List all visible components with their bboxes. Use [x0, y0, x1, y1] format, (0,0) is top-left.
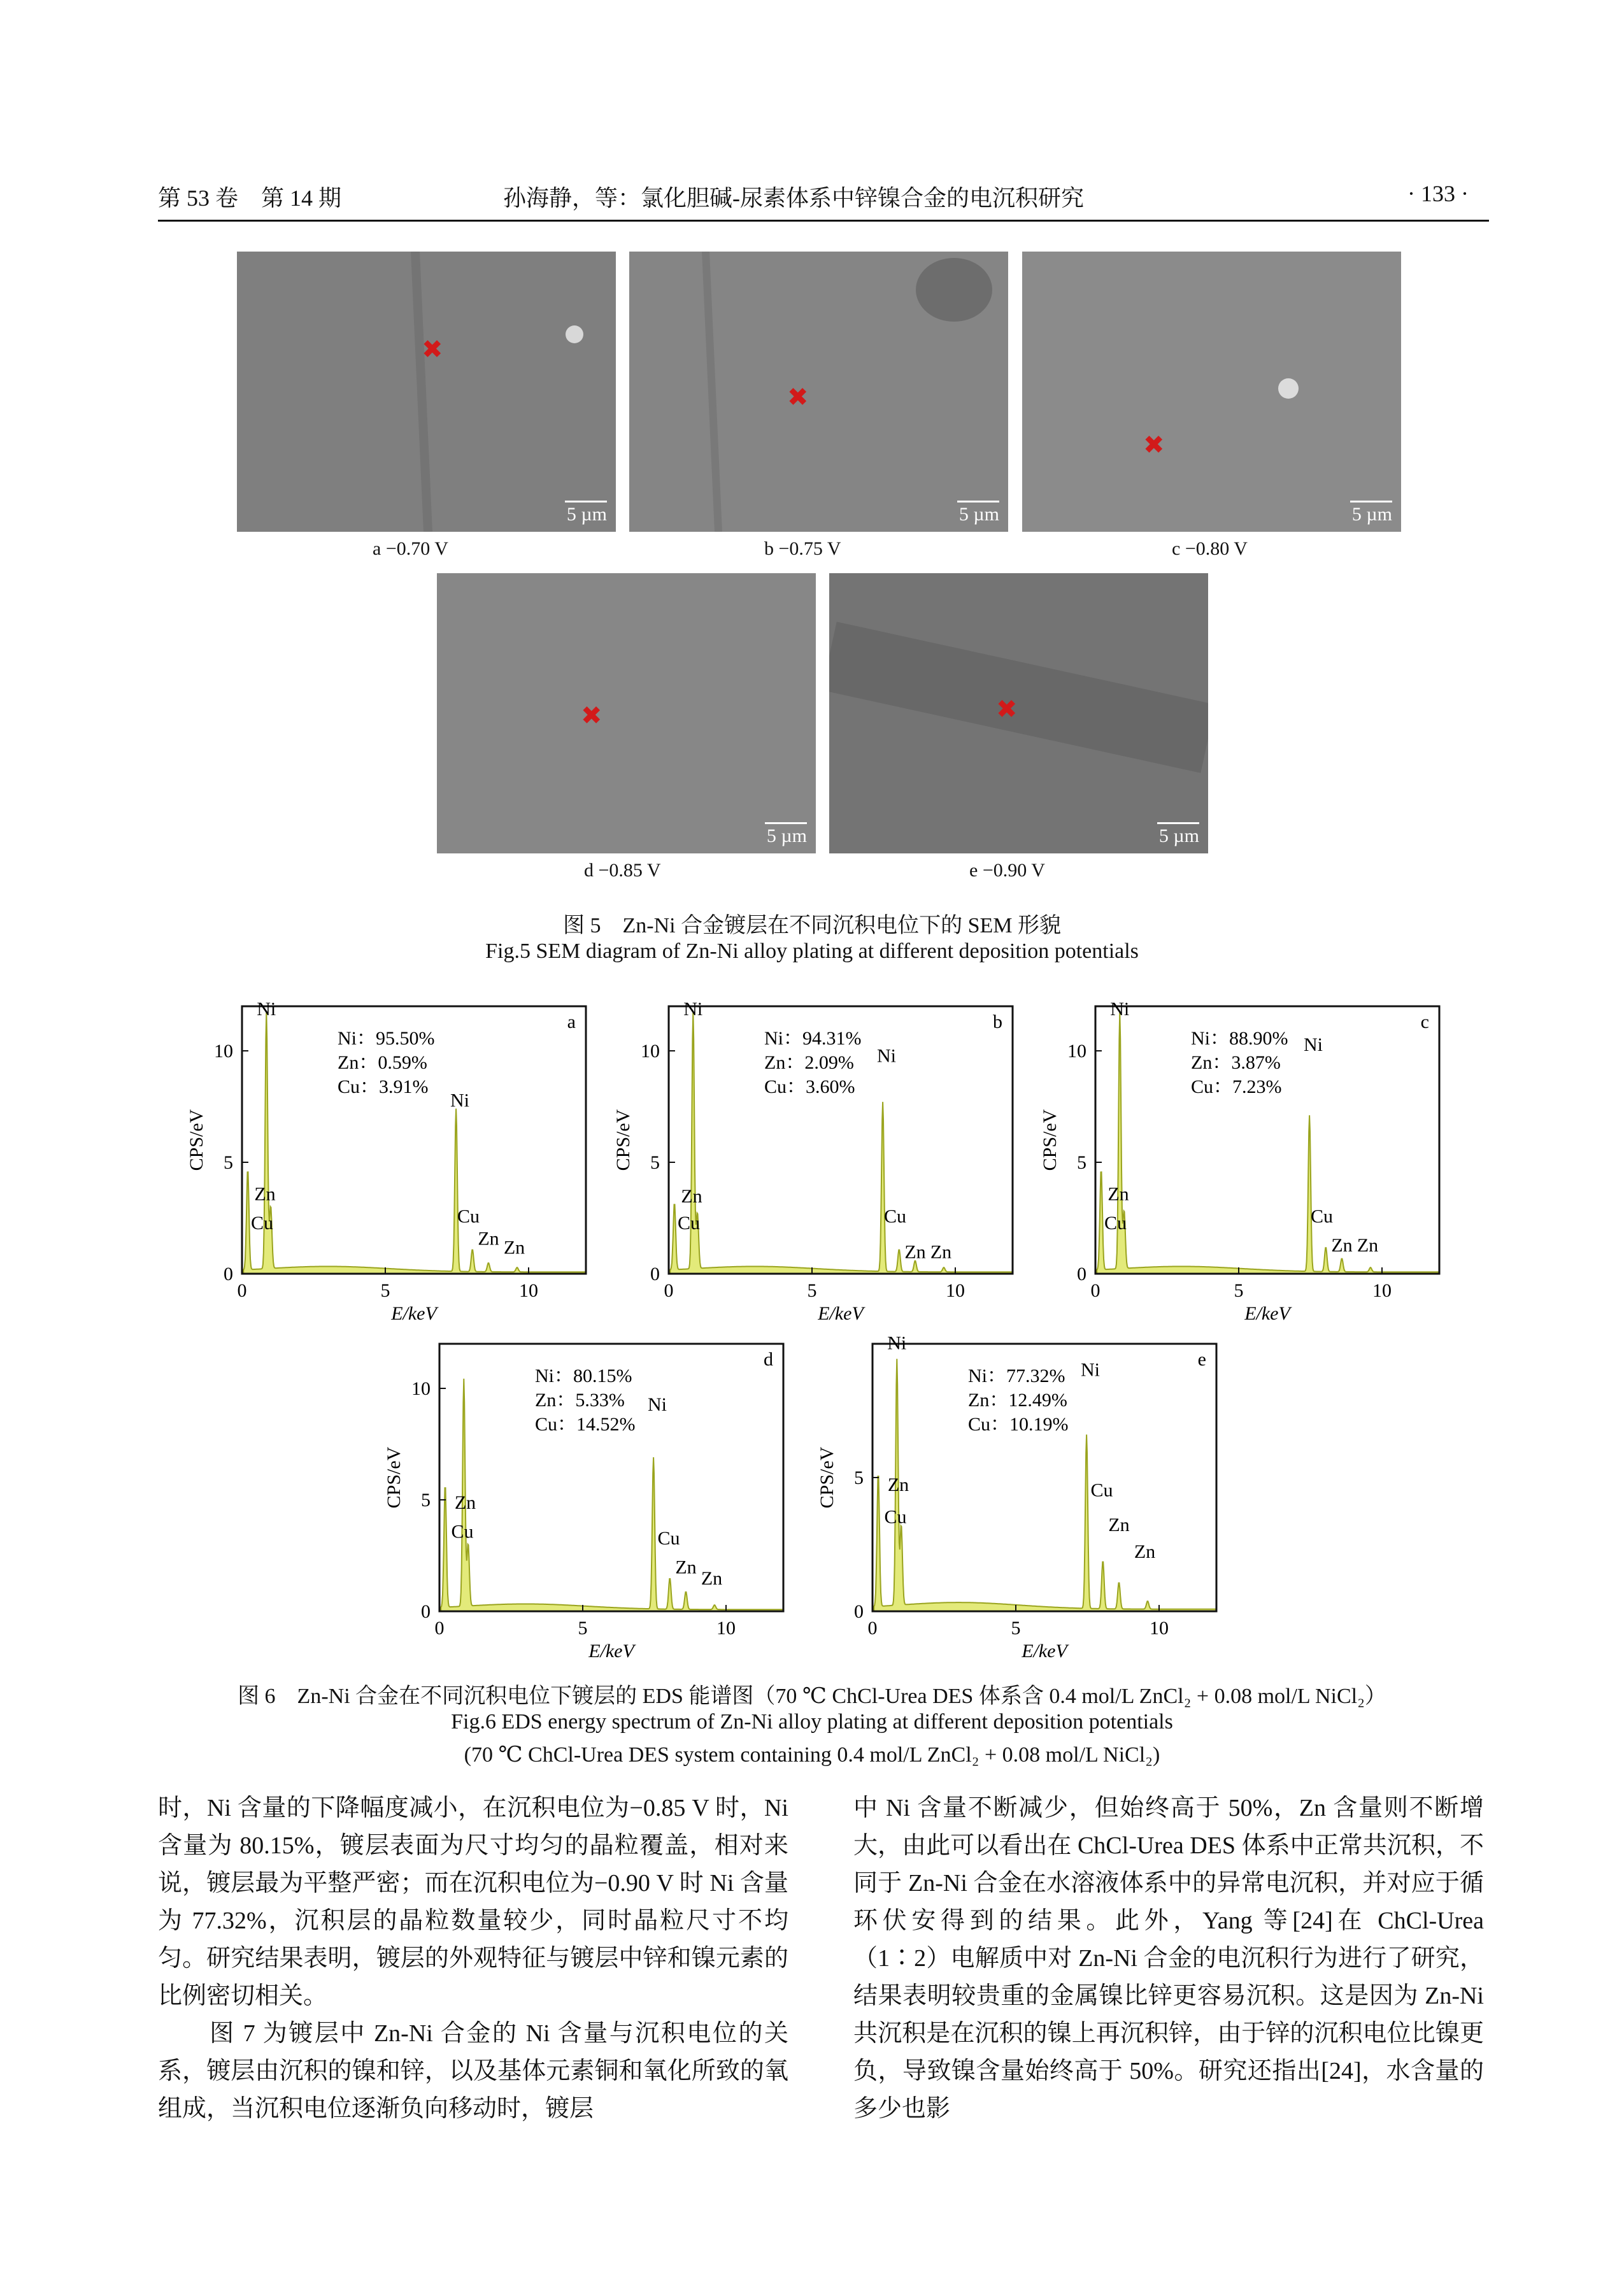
analysis-point-marker: ✖	[422, 335, 443, 364]
peak-label: Ni	[1110, 999, 1130, 1020]
y-tick-label: 5	[650, 1152, 660, 1173]
peak-label: Zn	[904, 1241, 926, 1263]
peak-label: Zn	[675, 1557, 697, 1578]
x-tick-label: 0	[434, 1618, 445, 1639]
peak-label: Ni	[683, 999, 703, 1020]
fig5-caption-zh: 图 5 Zn-Ni 合金镀层在不同沉积电位下的 SEM 形貌	[563, 914, 1061, 937]
journal-volume-issue: 第 53 卷 第 14 期	[158, 185, 342, 211]
x-tick-label: 5	[807, 1280, 817, 1301]
peak-label: Zn	[1357, 1235, 1379, 1256]
paragraph: 中 Ni 含量不断减少，但始终高于 50%，Zn 含量则不断增大，由此可以看出在 ChCl-Urea DES 体系中正常共沉积，不同于 Zn-Ni 合金在水溶液体系中的异常电沉积，并对应于循环伏安得到的结果。此外，Yang 等[24]在 ChCl-Urea（1∶2）电解质中对 Zn-Ni 合金的电沉积行为进行了研究，结果表明较贵重的金属镍比锌更容易沉积。这是因为 Zn-Ni 共沉积是在沉积的镍上再沉积锌，由于锌的沉积电位比镍更负，导致镍含量始终高于 50%。研究还指出[24]，水含量的多少也影	[853, 1795, 1484, 2122]
composition-label: Ni：94.31%	[764, 1028, 862, 1049]
sem-texture	[829, 573, 1208, 853]
peak-label: Zn	[1331, 1235, 1353, 1256]
eds-chart-b	[599, 994, 1032, 1325]
sem-image-a	[237, 252, 616, 532]
y-tick-label: 0	[650, 1264, 660, 1285]
body-left-column	[158, 1790, 788, 2128]
y-axis-label: CPS/eV	[816, 1446, 837, 1509]
paragraph: 图 7 为镀层中 Zn-Ni 合金的 Ni 含量与沉积电位的关系，镀层由沉积的镍和锌，以及基体元素铜和氧化所致的氧组成，当沉积电位逐渐负向移动时，镀层	[158, 2020, 788, 2122]
y-axis-label: CPS/eV	[1039, 1109, 1060, 1171]
scale-bar	[765, 822, 807, 824]
x-tick-label: 10	[946, 1280, 965, 1301]
peak-label: Zn	[681, 1186, 702, 1207]
peak-label: Zn	[454, 1492, 476, 1513]
y-tick-label: 10	[411, 1378, 431, 1399]
sem-caption-e: e −0.90 V	[969, 860, 1045, 881]
x-tick-label: 5	[1234, 1280, 1244, 1301]
composition-label: Cu：14.52%	[535, 1414, 636, 1435]
sem-image-c	[1022, 252, 1401, 532]
peak-label: Zn	[1108, 1514, 1130, 1535]
eds-chart-e	[802, 1331, 1236, 1662]
scale-bar	[1350, 501, 1392, 502]
x-tick-label: 0	[237, 1280, 247, 1301]
composition-label: Cu：10.19%	[968, 1414, 1069, 1435]
x-tick-label: 10	[1372, 1280, 1392, 1301]
y-tick-label: 0	[421, 1601, 431, 1622]
spectrum-curve	[243, 1012, 586, 1274]
panel-letter: b	[993, 1011, 1002, 1032]
peak-label: Cu	[883, 1206, 907, 1227]
x-tick-label: 10	[519, 1280, 538, 1301]
x-tick-label: 0	[664, 1280, 674, 1301]
scale-label: 5 µm	[1351, 504, 1392, 525]
scale-label: 5 µm	[766, 825, 807, 846]
y-tick-label: 10	[641, 1041, 660, 1062]
composition-label: Zn：3.87%	[1191, 1052, 1281, 1073]
fig5-caption-en: Fig.5 SEM diagram of Zn-Ni alloy plating at different deposition potentials	[485, 939, 1139, 963]
x-tick-label: 0	[1090, 1280, 1100, 1301]
x-tick-label: 10	[1150, 1618, 1169, 1639]
sem-image-d	[437, 573, 816, 853]
running-title: 孙海静，等：氯化胆碱-尿素体系中锌镍合金的电沉积研究	[503, 185, 1084, 211]
sem-image-b	[629, 252, 1008, 532]
peak-label: Cu	[1090, 1479, 1113, 1501]
sem-texture	[237, 252, 616, 532]
composition-label: Ni：80.15%	[535, 1365, 632, 1386]
y-axis-label: CPS/eV	[613, 1109, 634, 1171]
fig6-caption-zh: 图 6 Zn-Ni 合金在不同沉积电位下镀层的 EDS 能谱图（70 ℃ ChCl-Urea DES 体系含 0.4 mol/L ZnCl₂ + 0.08 mol/L NiCl₂）	[238, 1685, 1386, 1708]
x-axis-label: E/keV	[1244, 1303, 1290, 1324]
analysis-point-marker: ✖	[787, 383, 809, 411]
peak-label: Ni	[877, 1045, 896, 1067]
sem-caption-a: a −0.70 V	[373, 538, 448, 559]
composition-label: Cu：7.23%	[1191, 1076, 1282, 1097]
composition-label: Ni：95.50%	[338, 1028, 435, 1049]
peak-label: Cu	[457, 1206, 480, 1227]
scale-label: 5 µm	[566, 504, 607, 525]
composition-label: Zn：2.09%	[764, 1052, 854, 1073]
eds-chart-a	[172, 994, 605, 1325]
sem-image-e	[829, 573, 1208, 853]
peak-label: Zn	[503, 1237, 525, 1258]
peak-label: Ni	[450, 1090, 469, 1111]
x-axis-label: E/keV	[818, 1303, 864, 1324]
panel-letter: c	[1420, 1011, 1429, 1032]
x-tick-label: 5	[380, 1280, 390, 1301]
scale-label: 5 µm	[1158, 825, 1199, 846]
y-tick-label: 5	[1077, 1152, 1086, 1173]
peak-label: Ni	[648, 1394, 667, 1415]
y-tick-label: 0	[224, 1264, 233, 1285]
peak-label: Cu	[1104, 1213, 1127, 1234]
sem-texture	[629, 252, 1008, 532]
analysis-point-marker: ✖	[996, 695, 1018, 723]
composition-label: Cu：3.60%	[764, 1076, 855, 1097]
scale-bar	[1157, 822, 1199, 824]
scale-bar	[565, 501, 607, 502]
x-axis-label: E/keV	[1022, 1641, 1067, 1662]
y-tick-label: 0	[1077, 1264, 1086, 1285]
y-tick-label: 10	[1067, 1041, 1086, 1062]
paragraph: 时，Ni 含量的下降幅度减小，在沉积电位为−0.85 V 时，Ni 含量为 80.15%，镀层表面为尺寸均匀的晶粒覆盖，相对来说，镀层最为平整严密；而在沉积电位为−0.90 V 时 Ni 含量为 77.32%，沉积层的晶粒数量较少，同时晶粒尺寸不均匀。研究结果表明，镀层的外观特征与镀层中锌和镍元素的比例密切相关。	[158, 1795, 788, 2009]
y-tick-label: 10	[214, 1041, 233, 1062]
spectrum-curve	[1097, 1012, 1439, 1274]
panel-letter: a	[567, 1011, 576, 1032]
composition-label: Zn：5.33%	[535, 1390, 625, 1411]
analysis-point-marker: ✖	[1143, 431, 1165, 459]
peak-label: Cu	[677, 1213, 701, 1234]
composition-label: Zn：12.49%	[968, 1390, 1067, 1411]
page-number: · 133 ·	[1407, 181, 1469, 206]
x-axis-label: E/keV	[391, 1303, 437, 1324]
x-tick-label: 0	[867, 1618, 878, 1639]
panel-letter: d	[764, 1349, 773, 1370]
peak-label: Ni	[257, 999, 276, 1020]
fig6-caption-en-1: Fig.6 EDS energy spectrum of Zn-Ni alloy plating at different deposition potentials	[451, 1710, 1173, 1734]
peak-label: Zn	[478, 1228, 499, 1250]
sem-texture	[1022, 252, 1401, 532]
peak-label: Zn	[254, 1183, 276, 1205]
peak-label: Cu	[451, 1521, 474, 1543]
body-right-column	[853, 1790, 1484, 2128]
header-rule	[158, 220, 1489, 222]
sem-texture	[437, 573, 816, 853]
composition-label: Ni：77.32%	[968, 1365, 1065, 1386]
peak-label: Ni	[887, 1332, 907, 1354]
x-axis-label: E/keV	[588, 1641, 634, 1662]
y-axis-label: CPS/eV	[186, 1109, 207, 1171]
panel-letter: e	[1197, 1349, 1206, 1370]
sem-caption-c: c −0.80 V	[1172, 538, 1248, 559]
eds-chart-c	[1025, 994, 1458, 1325]
peak-label: Cu	[884, 1506, 907, 1528]
spectrum-curve	[670, 1012, 1013, 1274]
peak-label: Ni	[1304, 1034, 1323, 1055]
peak-label: Ni	[1081, 1359, 1100, 1381]
x-tick-label: 5	[1011, 1618, 1021, 1639]
peak-label: Cu	[250, 1213, 274, 1234]
peak-label: Zn	[887, 1474, 909, 1495]
x-tick-label: 10	[716, 1618, 736, 1639]
composition-label: Cu：3.91%	[338, 1076, 429, 1097]
peak-label: Zn	[930, 1241, 952, 1263]
composition-label: Zn：0.59%	[338, 1052, 427, 1073]
peak-label: Cu	[1310, 1206, 1334, 1227]
x-tick-label: 5	[578, 1618, 588, 1639]
peak-label: Zn	[1108, 1183, 1129, 1205]
fig6-caption-en-2: (70 ℃ ChCl-Urea DES system containing 0.4 mol/L ZnCl₂ + 0.08 mol/L NiCl₂)	[464, 1743, 1160, 1767]
y-tick-label: 0	[854, 1601, 864, 1622]
y-axis-label: CPS/eV	[383, 1446, 404, 1509]
scale-label: 5 µm	[958, 504, 999, 525]
eds-chart-d	[369, 1331, 802, 1662]
peak-label: Cu	[657, 1528, 680, 1549]
composition-label: Ni：88.90%	[1191, 1028, 1288, 1049]
y-tick-label: 5	[224, 1152, 233, 1173]
analysis-point-marker: ✖	[581, 701, 602, 730]
peak-label: Zn	[1134, 1541, 1156, 1562]
y-tick-label: 5	[421, 1490, 431, 1511]
sem-caption-b: b −0.75 V	[764, 538, 841, 559]
peak-label: Zn	[701, 1568, 723, 1589]
scale-bar	[957, 501, 999, 502]
sem-caption-d: d −0.85 V	[584, 860, 661, 881]
y-tick-label: 5	[854, 1467, 864, 1488]
